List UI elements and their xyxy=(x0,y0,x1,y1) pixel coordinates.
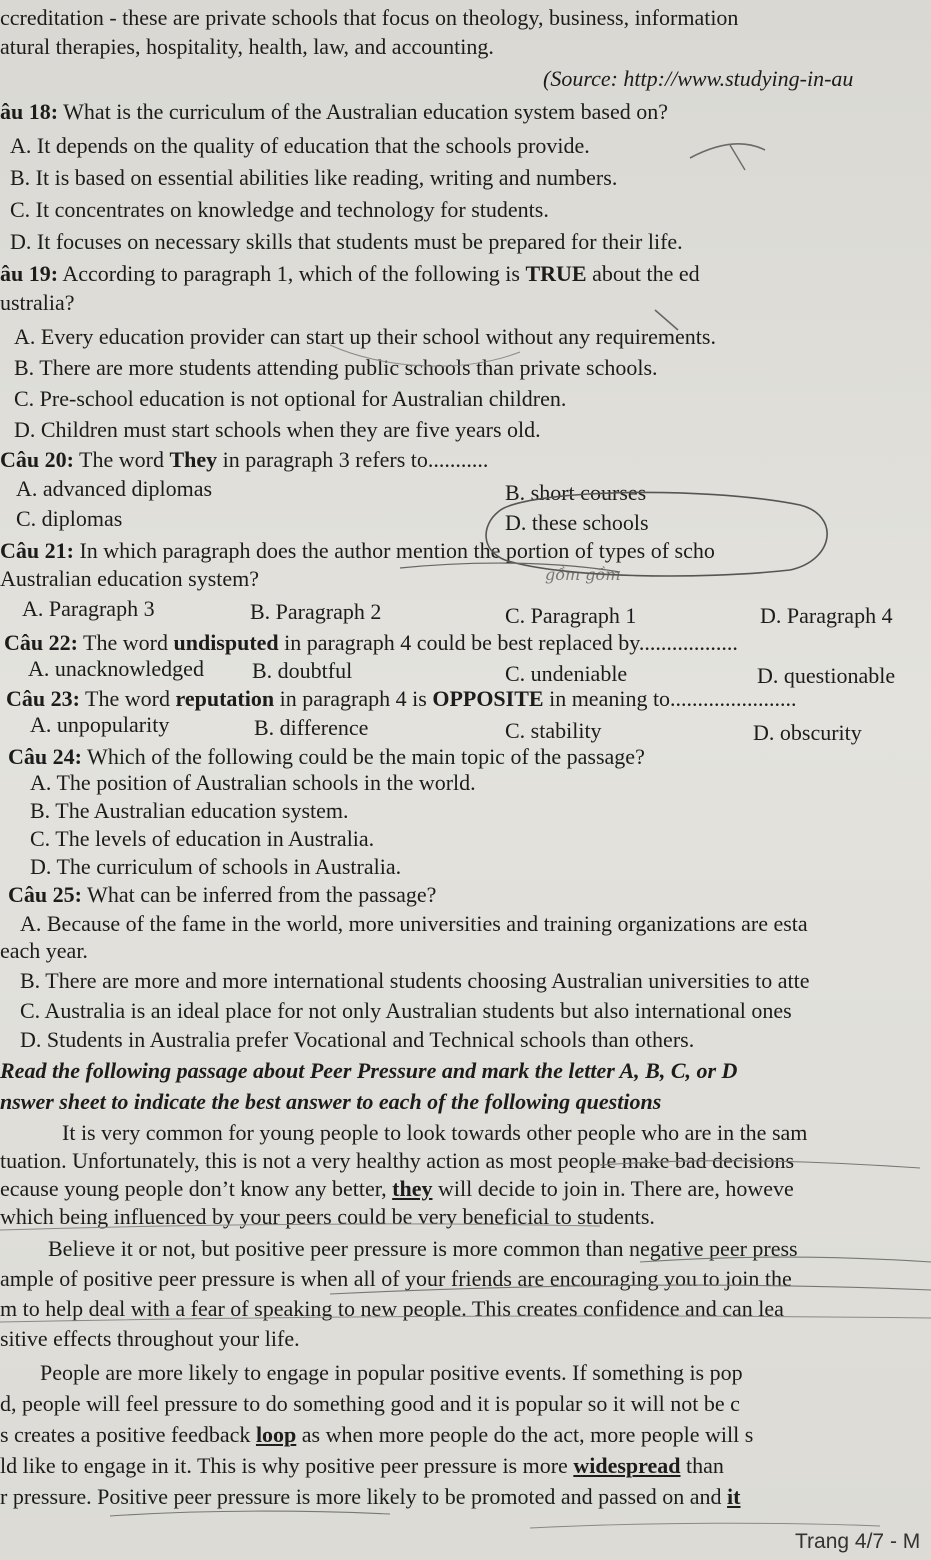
passage-text: as when more people do the act, more people will s xyxy=(296,1422,754,1447)
intro-line-1: ccreditation - these are private schools that focus on theology, business, information xyxy=(0,5,739,30)
question-label: Câu 20: xyxy=(0,447,74,472)
passage-p2-line-1: Believe it or not, but positive peer pressure is more common than negative peer press xyxy=(48,1236,798,1261)
passage-p1-line-3 xyxy=(0,1176,794,1202)
q22-option-c[interactable]: C. undeniable xyxy=(505,661,628,686)
q23-option-a[interactable]: A. unpopularity xyxy=(30,712,170,737)
q22-option-a[interactable]: A. unacknowledged xyxy=(28,656,204,681)
question-25 xyxy=(8,882,436,908)
q24-option-c[interactable]: C. The levels of education in Australia. xyxy=(30,826,375,851)
q22-option-b[interactable]: B. doubtful xyxy=(252,658,353,683)
question-keyword: undisputed xyxy=(173,630,279,655)
q24-option-b[interactable]: B. The Australian education system. xyxy=(30,798,349,823)
question-text-tail: in paragraph 4 could be best replaced by.................. xyxy=(278,630,738,655)
intro-line-2: atural therapies, hospitality, health, law, and accounting. xyxy=(0,34,494,59)
question-emphasis: TRUE xyxy=(525,261,587,286)
question-emphasis: OPPOSITE xyxy=(432,686,544,711)
question-19-cont: ustralia? xyxy=(0,290,75,315)
q19-option-c[interactable]: C. Pre-school education is not optional for Australian children. xyxy=(14,386,567,411)
question-text-mid: in paragraph 4 is xyxy=(274,686,433,711)
passage-keyword-widespread: widespread xyxy=(573,1453,681,1478)
reading-instruction-2: nswer sheet to indicate the best answer to each of the following questions xyxy=(0,1089,662,1114)
question-text: In which paragraph does the author mention the portion of types of scho xyxy=(73,538,715,563)
q23-option-d[interactable]: D. obscurity xyxy=(753,720,862,745)
q23-option-c[interactable]: C. stability xyxy=(505,718,602,743)
passage-text: s creates a positive feedback xyxy=(0,1422,256,1447)
question-21-cont: Australian education system? xyxy=(0,566,260,591)
passage-p3-line-2: d, people will feel pressure to do something good and it is popular so it will not be c xyxy=(0,1391,740,1416)
q25-option-d[interactable]: D. Students in Australia prefer Vocational and Technical schools than others. xyxy=(20,1027,695,1052)
passage-p3-line-3 xyxy=(0,1422,753,1448)
question-21 xyxy=(0,538,715,564)
q21-option-d[interactable]: D. Paragraph 4 xyxy=(760,603,893,628)
q21-option-a[interactable]: A. Paragraph 3 xyxy=(22,596,155,621)
question-keyword: reputation xyxy=(175,686,275,711)
passage-p2-line-2: ample of positive peer pressure is when all of your friends are encouraging you to join the xyxy=(0,1266,792,1291)
passage-text: ecause young people don’t know any better, xyxy=(0,1176,393,1201)
passage-p2-line-4: sitive effects throughout your life. xyxy=(0,1326,300,1351)
q18-option-c[interactable]: C. It concentrates on knowledge and technology for students. xyxy=(10,197,549,222)
q20-option-b[interactable]: B. short courses xyxy=(505,480,647,505)
question-text-tail: about the ed xyxy=(586,261,700,286)
passage-p1-line-2: tuation. Unfortunately, this is not a very healthy action as most people make bad decisions xyxy=(0,1148,795,1173)
q25-option-b[interactable]: B. There are more and more international students choosing Australian universities to atte xyxy=(20,968,810,993)
q18-option-d[interactable]: D. It focuses on necessary skills that students must be prepared for their life. xyxy=(10,229,683,254)
passage-text: than xyxy=(680,1453,724,1478)
q24-option-a[interactable]: A. The position of Australian schools in the world. xyxy=(30,770,476,795)
q20-option-c[interactable]: C. diplomas xyxy=(16,506,123,531)
question-text: According to paragraph 1, which of the following is xyxy=(58,261,526,286)
q19-option-d[interactable]: D. Children must start schools when they are five years old. xyxy=(14,417,541,442)
pencil-underline-p3 xyxy=(110,1511,390,1516)
passage-keyword-they: they xyxy=(392,1176,433,1201)
question-20 xyxy=(0,447,488,473)
q19-option-a[interactable]: A. Every education provider can start up their school without any requirements. xyxy=(14,324,716,349)
source-citation: (Source: http://www.studying-in-au xyxy=(543,66,854,91)
passage-p2-line-3: m to help deal with a fear of speaking to new people. This creates confidence and can lea xyxy=(0,1296,784,1321)
q25-option-c[interactable]: C. Australia is an ideal place for not only Australian students but also international ones xyxy=(20,998,792,1023)
passage-keyword-loop: loop xyxy=(255,1422,297,1447)
question-label: Câu 24: xyxy=(8,744,82,769)
question-text: What is the curriculum of the Australian education system based on? xyxy=(58,99,668,124)
question-19 xyxy=(0,261,700,287)
passage-p3-line-4 xyxy=(0,1453,724,1479)
question-text: The word xyxy=(79,686,176,711)
passage-p1-line-1: It is very common for young people to look towards other people who are in the sam xyxy=(62,1120,808,1145)
question-22 xyxy=(4,630,738,656)
passage-keyword-it: it xyxy=(727,1484,741,1509)
question-label: âu 18: xyxy=(0,99,59,124)
pencil-tick-q18-2 xyxy=(730,145,745,170)
question-text: The word xyxy=(77,630,174,655)
q23-option-b[interactable]: B. difference xyxy=(254,715,369,740)
passage-text: will decide to join in. There are, howeve xyxy=(432,1176,794,1201)
question-text: Which of the following could be the main topic of the passage? xyxy=(81,744,645,769)
passage-text: ld like to engage in it. This is why positive peer pressure is more xyxy=(0,1453,574,1478)
q20-option-d[interactable]: D. these schools xyxy=(505,510,649,535)
question-label: Câu 22: xyxy=(4,630,78,655)
q19-option-b[interactable]: B. There are more students attending public schools than private schools. xyxy=(14,355,658,380)
question-text: The word xyxy=(73,447,170,472)
q21-option-b[interactable]: B. Paragraph 2 xyxy=(250,599,382,624)
page-footer: Trang 4/7 - M xyxy=(795,1530,921,1553)
pencil-tick-q18 xyxy=(690,144,765,158)
question-23 xyxy=(6,686,797,712)
question-text-tail: in paragraph 3 refers to........... xyxy=(217,447,489,472)
q21-option-c[interactable]: C. Paragraph 1 xyxy=(505,603,637,628)
passage-p1-line-4: which being influenced by your peers could be very beneficial to students. xyxy=(0,1204,655,1229)
question-label: âu 19: xyxy=(0,261,59,286)
question-text-tail: in meaning to....................... xyxy=(543,686,797,711)
passage-p3-line-5 xyxy=(0,1484,741,1510)
pencil-underline-p3b xyxy=(530,1523,880,1528)
question-label: Câu 25: xyxy=(8,882,82,907)
q24-option-d[interactable]: D. The curriculum of schools in Australia. xyxy=(30,854,402,879)
question-keyword: They xyxy=(169,447,218,472)
passage-text: r pressure. Positive peer pressure is more likely to be promoted and passed on and xyxy=(0,1484,728,1509)
question-18 xyxy=(0,99,668,125)
q20-option-a[interactable]: A. advanced diplomas xyxy=(16,476,213,501)
q18-option-a[interactable]: A. It depends on the quality of education that the schools provide. xyxy=(10,133,590,158)
question-label: Câu 23: xyxy=(6,686,80,711)
question-text: What can be inferred from the passage? xyxy=(81,882,437,907)
reading-instruction-1: Read the following passage about Peer Pressure and mark the letter A, B, C, or D xyxy=(0,1058,738,1083)
handwritten-note: gồm gồm xyxy=(545,565,621,584)
passage-p3-line-1: People are more likely to engage in popular positive events. If something is pop xyxy=(40,1360,743,1385)
question-label: Câu 21: xyxy=(0,538,74,563)
q18-option-b[interactable]: B. It is based on essential abilities like reading, writing and numbers. xyxy=(10,165,618,190)
q25-option-a[interactable]: A. Because of the fame in the world, more universities and training organizations are esta xyxy=(20,911,808,936)
q25-option-a-cont: each year. xyxy=(0,938,88,963)
question-24 xyxy=(8,744,645,770)
q22-option-d[interactable]: D. questionable xyxy=(757,663,896,688)
